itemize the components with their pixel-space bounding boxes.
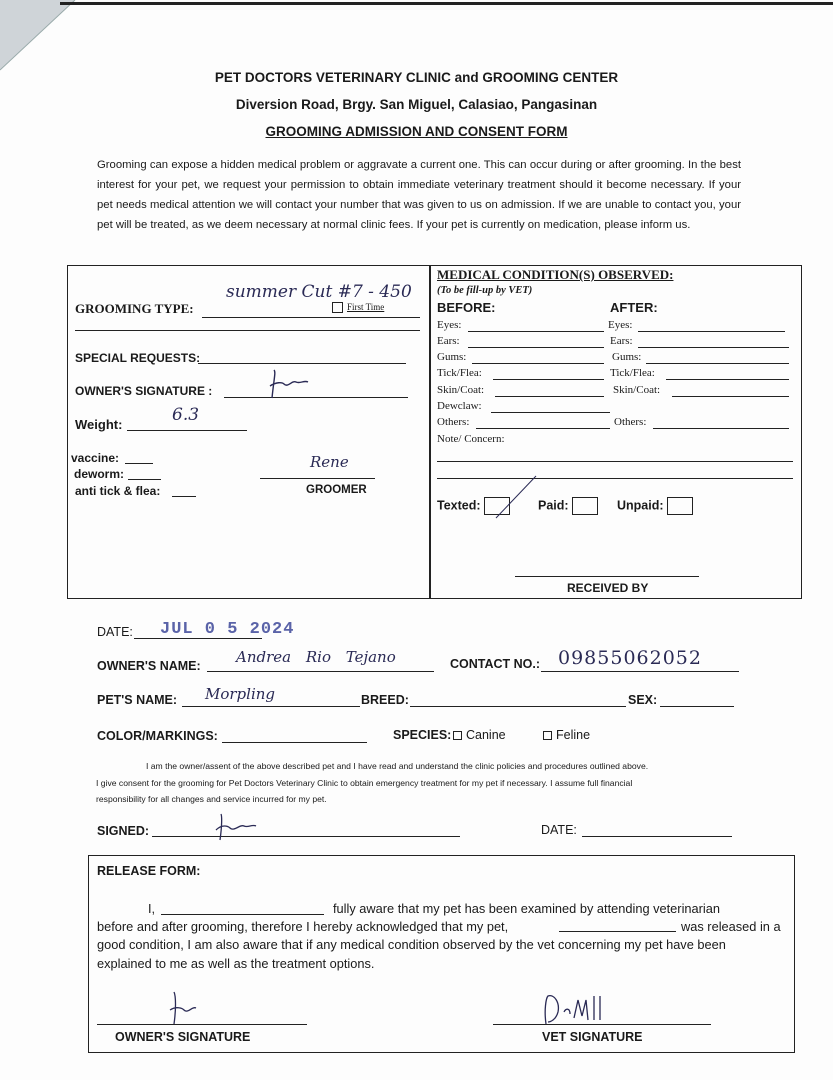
pet-name-label: PET'S NAME: [97,693,178,707]
sex-line [660,706,734,707]
color-label: COLOR/MARKINGS: [97,729,218,743]
consent-date-label: DATE: [541,823,577,837]
top-edge [60,2,833,5]
release-pet-line [559,931,676,932]
med-before-line-4 [495,396,604,397]
release-name-line [161,914,324,915]
med-before-line-2 [472,363,604,364]
med-after-line-0 [638,331,785,332]
first-time-checkbox[interactable] [332,302,384,313]
groomer-label: GROOMER [306,484,367,496]
med-after-row-1: Ears: [610,335,633,347]
contact-line [541,671,739,672]
texted-check-mark [494,474,538,522]
med-before-row-3: Tick/Flea: [437,367,482,379]
canine-checkbox[interactable] [453,731,462,740]
med-after-line-2 [646,363,789,364]
release-title: RELEASE FORM: [97,864,201,878]
texted-label: Texted: [437,498,481,513]
special-requests-line [198,363,406,364]
med-before-line-6 [476,428,610,429]
grooming-type-value: summer Cut #7 - 450 [226,282,412,302]
weight-value: 6.3 [172,405,200,425]
weight-label: Weight: [75,417,123,432]
signed-signature-scribble [212,812,262,842]
signed-line [152,836,460,837]
owner-signature-line [224,397,408,398]
grooming-type-line-2 [75,330,420,331]
unpaid-field[interactable] [617,497,693,515]
note-concern-label: Note/ Concern: [437,433,505,445]
pet-name-line [182,706,360,707]
med-before-row-2: Gums: [437,351,467,363]
first-time-box[interactable] [332,302,343,313]
med-before-row-6: Others: [437,416,470,428]
feline-label: Feline [556,728,591,742]
note-line-1 [437,461,793,462]
release-body-2b: was released in a [681,919,781,934]
med-after-line-3 [666,379,789,380]
vet-signature-scribble [540,992,610,1028]
vaccine-label: vaccine: [71,451,120,465]
received-by-label: RECEIVED BY [567,581,649,595]
clinic-name: PET DOCTORS VETERINARY CLINIC and GROOMING CENTER [214,70,619,85]
vaccine-line [125,463,153,464]
contact-value: 09855062052 [558,647,702,669]
clinic-address: Diversion Road, Brgy. San Miguel, Calasiao, Pangasinan [235,97,598,112]
species-feline-option[interactable] [543,728,590,742]
date-stamp: JUL 0 5 2024 [160,620,295,639]
intro-paragraph: Grooming can expose a hidden medical problem or aggravate a current one. This can occur during or after grooming. In the best interest for your pet, we request your permission to obtain immediate veterinary treatment should it become necessary. If your pet needs medical attention we will contact your number that was given to us on admission. If we are unable to contact you, your pet will be treated, as we deem necessary at normal clinic fees. If your pet is currently on medication, please inform us. [97,159,741,231]
owner-signature-label: OWNER'S SIGNATURE : [75,384,213,398]
deworm-label: deworm: [74,467,125,481]
consent-line-1: I am the owner/assent of the above described pet and I have read and understand the clinic policies and procedures outlined above. [146,761,649,771]
breed-label: BREED: [361,693,409,707]
med-before-row-4: Skin/Coat: [437,384,485,396]
special-requests-label: SPECIAL REQUESTS: [75,351,201,365]
paid-checkbox[interactable] [572,497,598,515]
deworm-line [128,479,161,480]
medical-title: MEDICAL CONDITION(S) OBSERVED: [437,267,674,282]
owner-signature-scribble [262,368,312,404]
med-after-row-4: Skin/Coat: [613,384,661,396]
unpaid-label: Unpaid: [617,498,664,513]
pet-name-value: Morpling [205,685,276,703]
first-time-label: First Time [347,302,385,312]
groomer-line [260,478,375,479]
form-title: GROOMING ADMISSION AND CONSENT FORM [265,124,568,139]
med-before-row-5: Dewclaw: [437,400,482,412]
paid-label: Paid: [538,498,569,513]
release-owner-sig-label: OWNER'S SIGNATURE [115,1030,251,1044]
med-before-line-1 [468,347,604,348]
color-line [222,742,367,743]
column-divider [429,265,431,599]
paid-field[interactable] [538,497,598,515]
med-after-row-6: Others: [614,416,647,428]
page-corner-shadow [0,0,80,80]
note-line-2 [437,478,793,479]
release-owner-signature-scribble [164,990,204,1026]
owner-name-line [207,671,434,672]
weight-line [127,430,247,431]
med-before-line-5 [491,412,610,413]
groomer-name: Rene [310,453,349,471]
med-after-row-2: Gums: [612,351,642,363]
canine-label: Canine [466,728,506,742]
med-before-row-0: Eyes: [437,319,462,331]
med-before-line-0 [468,331,604,332]
grooming-type-label: GROOMING TYPE: [75,301,194,316]
consent-line-3: responsibility for all changes and service incurred for my pet. [96,794,327,804]
contact-label: CONTACT NO.: [450,657,541,671]
grooming-type-line [202,317,420,318]
date-label: DATE: [97,625,133,639]
owner-name-value: Andrea Rio Tejano [236,648,396,666]
sex-label: SEX: [628,693,658,707]
antitick-line [172,496,196,497]
medical-subtitle: (To be fill-up by VET) [437,285,533,296]
med-before-line-3 [493,379,604,380]
med-after-line-4 [672,396,789,397]
med-after-line-6 [653,428,789,429]
med-before-row-1: Ears: [437,335,460,347]
vet-sig-line [493,1024,711,1025]
release-body-4: explained to me as well as the treatment options. [97,956,375,971]
feline-checkbox[interactable] [543,731,552,740]
med-after-line-1 [638,347,789,348]
breed-line [410,706,626,707]
before-heading: BEFORE: [437,300,496,315]
species-canine-option[interactable] [453,728,506,742]
antitick-label: anti tick & flea: [75,484,161,498]
signed-label: SIGNED: [97,824,150,838]
consent-line-2: I give consent for the grooming for Pet Doctors Veterinary Clinic to obtain emergency treatment for my pet if necessary. I assume full financial [96,778,633,788]
owner-name-label: OWNER'S NAME: [97,659,201,673]
release-body-3: good condition, I am also aware that if any medical condition observed by the vet concerning my pet have been [97,937,726,952]
after-heading: AFTER: [610,300,658,315]
release-body-2a: before and after grooming, therefore I hereby acknowledged that my pet, [97,919,509,934]
release-body-1b: fully aware that my pet has been examined by attending veterinarian [333,901,720,916]
vet-sig-label: VET SIGNATURE [542,1030,643,1044]
med-after-row-0: Eyes: [608,319,633,331]
unpaid-checkbox[interactable] [667,497,693,515]
release-owner-sig-line [97,1024,307,1025]
release-body-1a: I, [148,901,156,916]
species-label: SPECIES: [393,728,452,742]
consent-date-line [582,836,732,837]
received-by-line [515,576,699,577]
med-after-row-3: Tick/Flea: [610,367,655,379]
